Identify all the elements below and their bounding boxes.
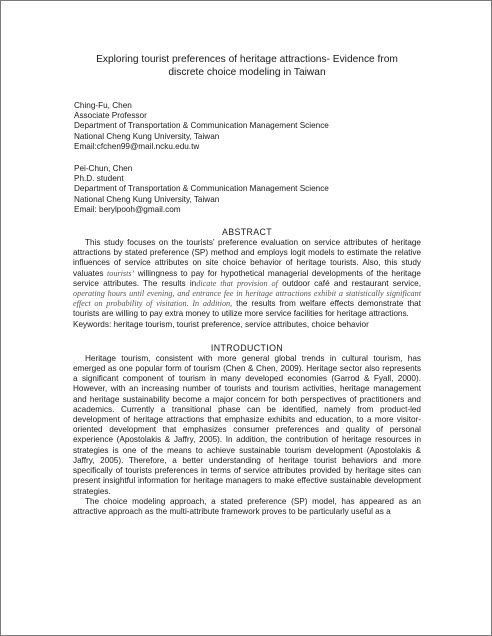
author-position: Associate Professor [74, 111, 147, 121]
abstract-text-6: operating hours until evening, and entrance fee in heritage attractions exhibit a statistically significant effect on probability of visitation. In addition, [73, 289, 421, 309]
author-name: Pei-Chun, Chen [74, 164, 133, 174]
author-name: Ching-Fu, Chen [74, 101, 132, 110]
author-email: Email:cfchen99@mail.ncku.edu.tw [74, 141, 200, 151]
introduction-heading: INTRODUCTION [210, 342, 284, 353]
keywords: Keywords: heritage tourism, tourist preference, service attributes, choice behavior [73, 319, 369, 329]
author-university: National Cheng Kung University, Taiwan [74, 194, 220, 204]
paper-title-line-2: discrete choice modeling in Taiwan [168, 67, 326, 78]
abstract-text-3: willingness to pay for hypothetical managerial developments of the heritage service attributes. The results in [73, 268, 421, 288]
abstract-text-5: outdoor café and restaurant service, [277, 278, 422, 288]
abstract-text-1: This study focuses on the tourists’ preference evaluation on service attributes of heritage attractions by stated preference (SP) method and employs logit models to estimate the relative influences of service attributes on site choice behavior of heritage tourists. Also, this study valuates [73, 238, 421, 278]
introduction-paragraph-2: The choice modeling approach, a stated preference (SP) model, has appeared as an attractive approach as the multi-attribute framework proves to be particularly useful as a [73, 496, 421, 516]
paper-title-line-1: Exploring tourist preferences of heritage attractions- Evidence from [96, 54, 398, 65]
abstract-text-7: the results from welfare effects demonstrate that tourists are willing to pay extra money to utilize more service facilities for heritage attractions. [73, 299, 421, 319]
introduction-paragraph-1: Heritage tourism, consistent with more general global trends in cultural tourism, has emerged as one popular form of tourism (Chen & Chen, 2009). Heritage sector also represents a significant component of tourism in many developed economies (Garrod & Fyall, 2000). However, with an increasing number of tourists and tourism activities, heritage management and heritage sustainability become a major concern for both perspectives of practitioners and academics. Currently a transitional phase can be identified, namely from product-led development of heritage attractions that emphasize exhibits and education, to a more visitor-oriented development that emphasizes consumer preferences and quality of personal experience (Apostolakis & Jaffry, 2005). In addition, the contribution of heritage resources in strategies is one of the means to achieve sustainable tourism development (Apostolakis & Jaffry, 2005). Therefore, a better understanding of heritage tourist behaviors and more specifically of tourists preferences in terms of service attributes provided by heritage sites can present insightful information for heritage managers to make effective sustainable development strategies. [73, 353, 421, 496]
paper-page [73, 53, 421, 517]
abstract-text-2: tourists’ [106, 268, 135, 278]
author-email: Email: berylpooh@gmail.com [74, 204, 181, 214]
author-block-1 [73, 101, 421, 152]
author-university: National Cheng Kung University, Taiwan [74, 131, 220, 141]
author-department: Department of Transportation & Communication Management Science [74, 184, 329, 194]
paper-title [73, 53, 421, 79]
abstract-body [73, 238, 421, 320]
author-position: Ph.D. student [74, 174, 124, 184]
abstract-text-4: dicate that provision of [196, 278, 278, 288]
abstract-heading: ABSTRACT [221, 227, 273, 238]
author-department: Department of Transportation & Communication Management Science [74, 121, 329, 131]
author-block-2 [73, 164, 421, 215]
